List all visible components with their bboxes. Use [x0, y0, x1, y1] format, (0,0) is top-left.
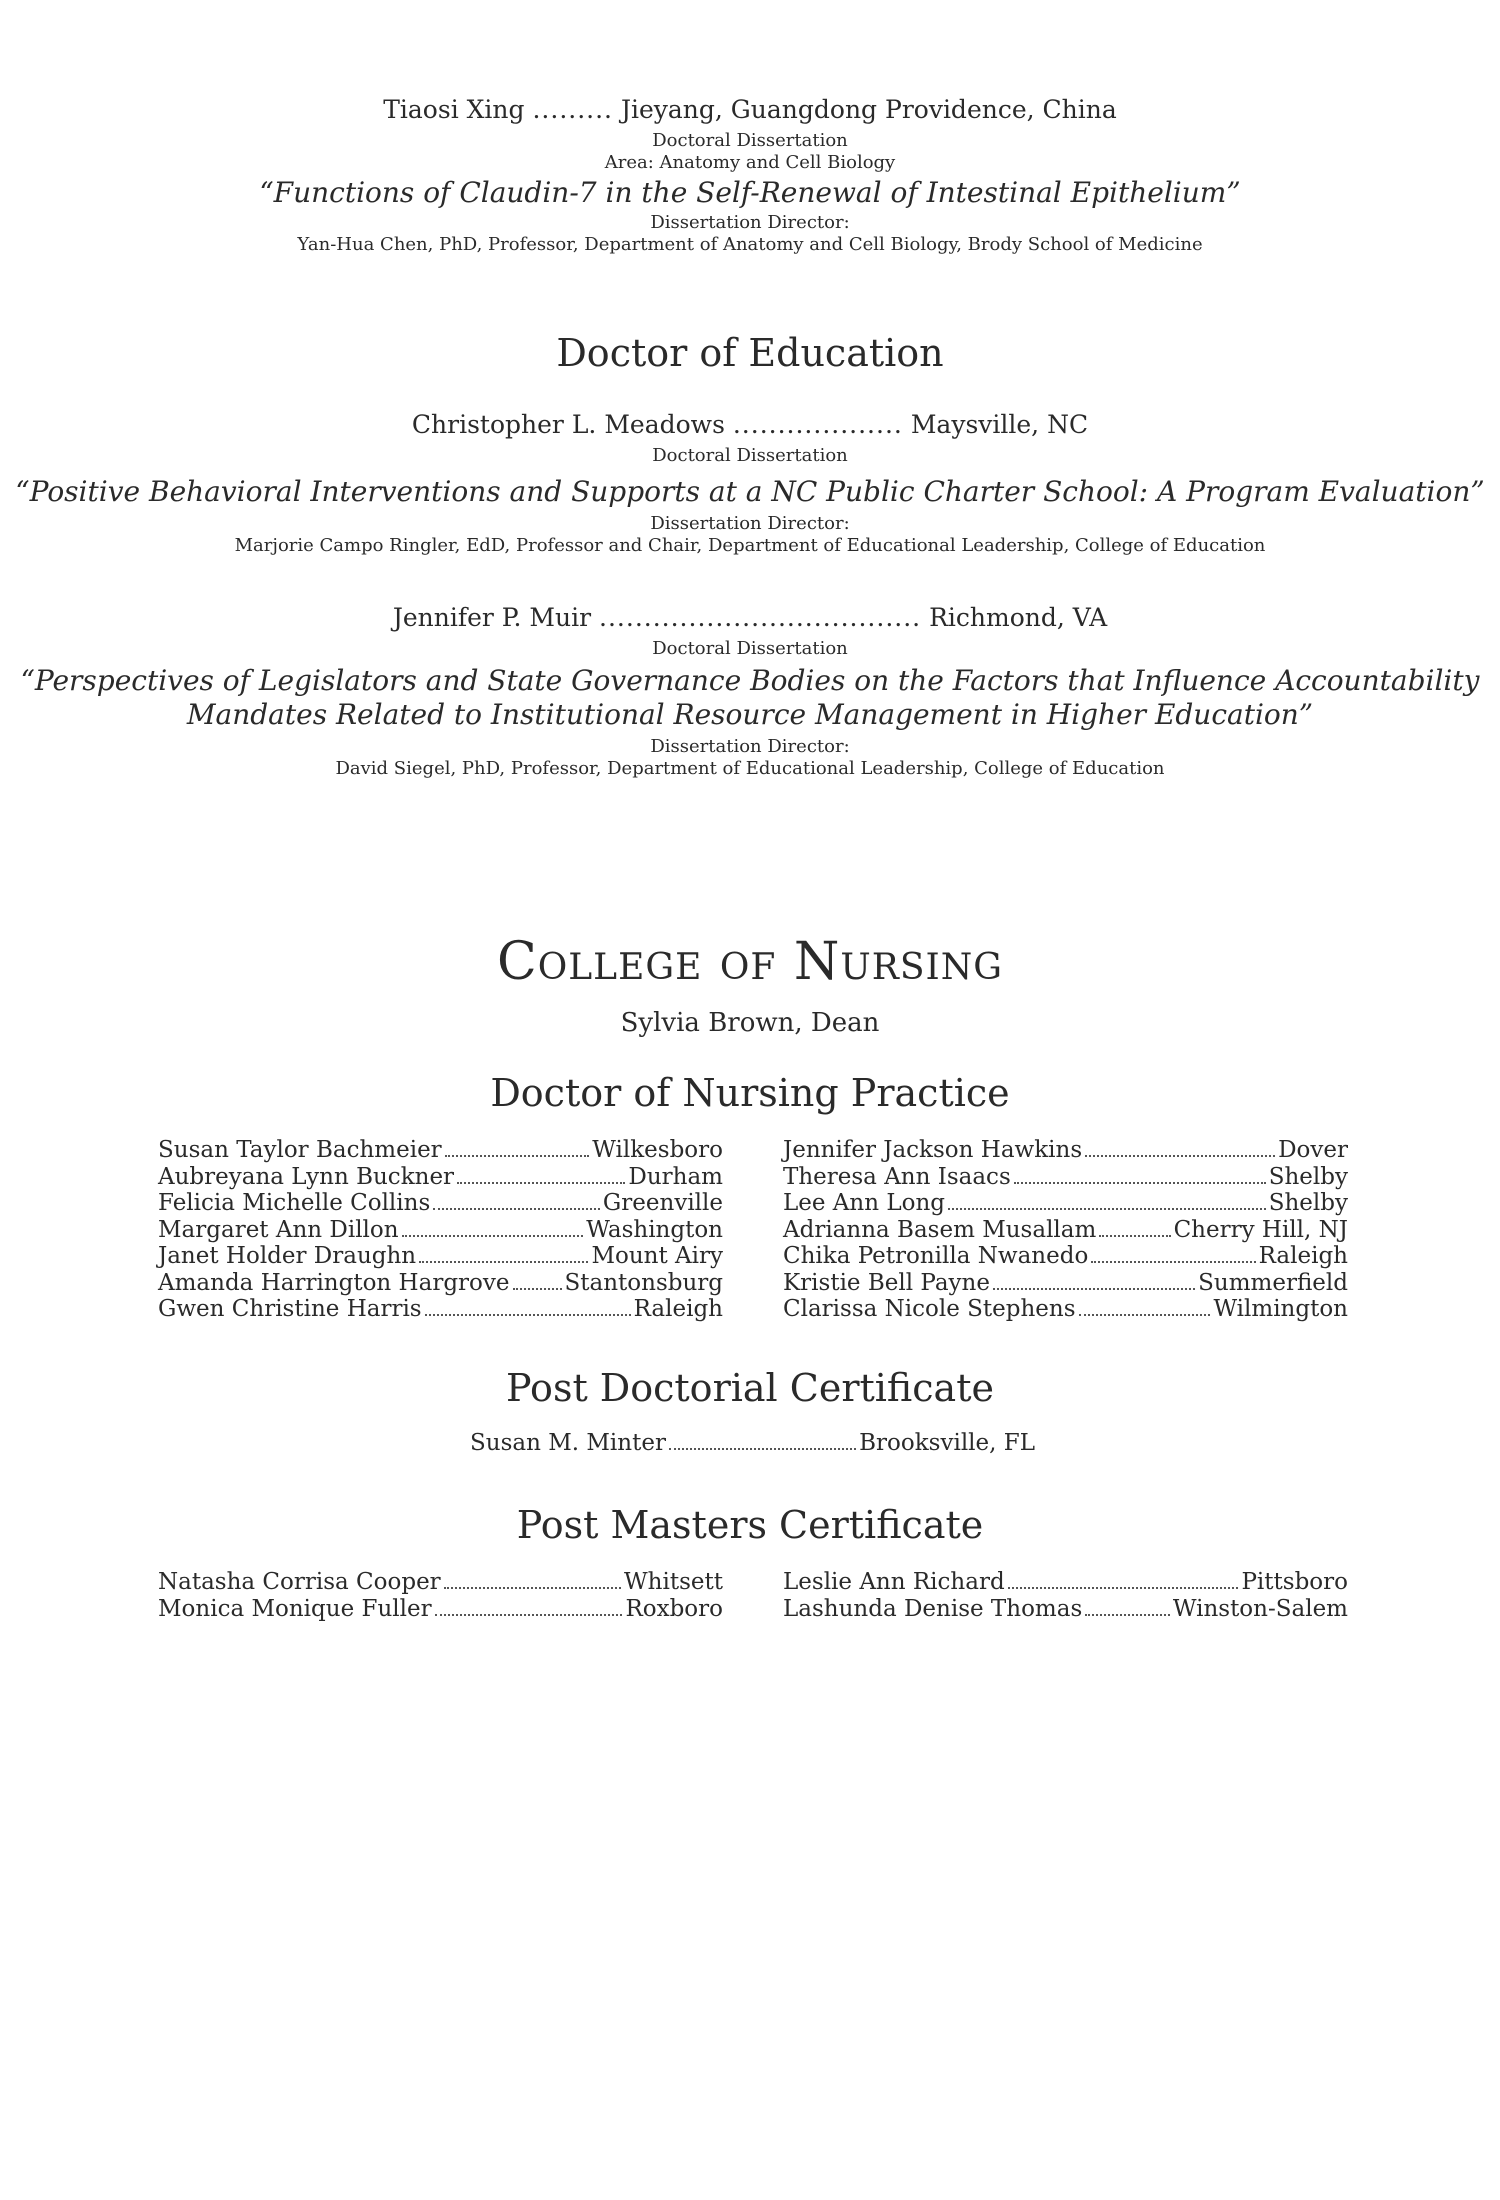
hometown: Winston-Salem [1172, 1595, 1348, 1622]
list-item [158, 1164, 723, 1191]
hometown: Mount Airy [591, 1243, 723, 1269]
graduate-name: Jennifer P. Muir [392, 603, 592, 632]
leader-dots: ................... [732, 410, 903, 439]
hometown: Cherry Hill, NJ [1173, 1216, 1348, 1243]
leader-dots [1085, 1155, 1275, 1157]
dnp-list-right [783, 1137, 1348, 1323]
graduate-name: Lashunda Denise Thomas [783, 1595, 1083, 1622]
degree-type: Doctoral Dissertation [652, 130, 848, 151]
leader-dots [433, 1208, 600, 1210]
leader-dots [419, 1261, 588, 1263]
graduate-line [0, 410, 1500, 440]
leader-dots [993, 1288, 1195, 1290]
section-heading-dnp: Doctor of Nursing Practice [490, 1071, 1010, 1115]
list-item [158, 1190, 723, 1217]
graduate-name: Amanda Harrington Hargrove [158, 1269, 510, 1296]
hometown: Roxboro [625, 1595, 723, 1622]
area-line: Area: Anatomy and Cell Biology [604, 152, 896, 173]
post-masters-list-right [783, 1569, 1348, 1622]
dean-line: Sylvia Brown, Dean [620, 1008, 880, 1038]
post-doc-list [470, 1430, 1035, 1457]
graduate-name: Natasha Corrisa Cooper [158, 1569, 441, 1595]
hometown: Stantonsburg [564, 1269, 723, 1296]
hometown: Durham [628, 1163, 723, 1190]
dissertation-title-line-2: Mandates Related to Institutional Resource Management in Higher Education” [186, 698, 1314, 731]
leader-dots [445, 1155, 590, 1157]
post-masters-list-left [158, 1569, 723, 1622]
list-item [783, 1137, 1348, 1164]
college-heading: College of Nursing [496, 932, 1004, 992]
leader-dots [425, 1314, 631, 1316]
degree-type: Doctoral Dissertation [652, 445, 848, 466]
graduate-name: Jennifer Jackson Hawkins [783, 1137, 1083, 1163]
section-heading-edd: Doctor of Education [556, 331, 944, 375]
graduate-name: Clarissa Nicole Stephens [783, 1296, 1076, 1322]
degree-type: Doctoral Dissertation [652, 638, 848, 659]
graduate-name: Monica Monique Fuller [158, 1595, 432, 1622]
list-item [158, 1596, 723, 1623]
graduate-name: Aubreyana Lynn Buckner [158, 1163, 455, 1190]
hometown: Shelby [1268, 1190, 1348, 1216]
graduate-name: Susan M. Minter [470, 1430, 666, 1456]
edd-entry-1 [0, 410, 1500, 557]
leader-dots [1008, 1587, 1239, 1589]
graduate-line [0, 603, 1500, 633]
list-item [783, 1217, 1348, 1244]
hometown: Dover [1278, 1137, 1348, 1163]
graduate-name: Christopher L. Meadows [411, 410, 725, 439]
hometown: Shelby [1268, 1163, 1348, 1190]
hometown: Wilkesboro [592, 1137, 723, 1163]
graduate-line [0, 95, 1500, 125]
hometown: Greenville [602, 1190, 723, 1216]
dissertation-title: “Positive Behavioral Interventions and Supports at a NC Public Charter School: A Program Evaluation” [15, 475, 1485, 508]
list-item [158, 1137, 723, 1164]
list-item [783, 1164, 1348, 1191]
graduate-name: Susan Taylor Bachmeier [158, 1137, 442, 1163]
dnp-list-left [158, 1137, 723, 1323]
list-item [783, 1270, 1348, 1297]
list-item [470, 1430, 1035, 1457]
leader-dots: .................................... [599, 603, 922, 632]
hometown: Maysville, NC [910, 410, 1089, 439]
hometown: Washington [586, 1216, 723, 1243]
list-item [783, 1296, 1348, 1323]
director-label: Dissertation Director: [650, 513, 850, 534]
graduate-name: Margaret Ann Dillon [158, 1216, 399, 1243]
director-label: Dissertation Director: [650, 212, 850, 233]
leader-dots [1085, 1614, 1170, 1616]
leader-dots [948, 1208, 1266, 1210]
dissertation-title: “Functions of Claudin-7 in the Self-Renewal of Intestinal Epithelium” [259, 176, 1241, 209]
list-item [158, 1569, 723, 1596]
graduate-name: Janet Holder Draughn [158, 1243, 417, 1269]
director-name: Yan-Hua Chen, PhD, Professor, Department of Anatomy and Cell Biology, Brody School of Medicine [297, 234, 1203, 255]
section-heading-post-doc: Post Doctorial Certificate [506, 1366, 994, 1410]
list-item [783, 1569, 1348, 1596]
director-name: Marjorie Campo Ringler, EdD, Professor and Chair, Department of Educational Leadership, College of Education [234, 535, 1266, 556]
hometown: Brooksville, FL [859, 1430, 1035, 1456]
section-heading-post-masters: Post Masters Certificate [516, 1503, 984, 1547]
list-item [158, 1296, 723, 1323]
leader-dots [435, 1614, 623, 1616]
director-label: Dissertation Director: [650, 736, 850, 757]
graduate-name: Adrianna Basem Musallam [783, 1216, 1097, 1243]
dissertation-title-line-1: “Perspectives of Legislators and State Governance Bodies on the Factors that Influence Accountability [20, 664, 1480, 697]
leader-dots [513, 1288, 562, 1290]
director-name: David Siegel, PhD, Professor, Department of Educational Leadership, College of Education [335, 758, 1165, 779]
hometown: Wilmington [1213, 1296, 1348, 1322]
graduate-name: Felicia Michelle Collins [158, 1190, 431, 1216]
hometown: Pittsboro [1241, 1569, 1348, 1595]
phd-entry [0, 95, 1500, 256]
edd-entry-2 [0, 603, 1500, 780]
graduate-name: Kristie Bell Payne [783, 1269, 990, 1296]
list-item [783, 1596, 1348, 1623]
graduate-name: Theresa Ann Isaacs [783, 1163, 1011, 1190]
hometown: Raleigh [1258, 1243, 1348, 1269]
graduate-name: Leslie Ann Richard [783, 1569, 1005, 1595]
leader-dots [457, 1182, 625, 1184]
leader-dots [1091, 1261, 1255, 1263]
hometown: Summerfield [1198, 1269, 1348, 1296]
leader-dots: ......... [532, 95, 614, 124]
list-item [158, 1243, 723, 1270]
list-item [783, 1243, 1348, 1270]
graduate-name: Tiaosi Xing [383, 95, 525, 124]
leader-dots [444, 1587, 621, 1589]
hometown: Whitsett [624, 1569, 723, 1595]
list-item [783, 1190, 1348, 1217]
graduate-name: Gwen Christine Harris [158, 1296, 422, 1322]
hometown: Jieyang, Guangdong Providence, China [620, 95, 1117, 124]
leader-dots [1079, 1314, 1211, 1316]
leader-dots [669, 1448, 856, 1450]
hometown: Raleigh [633, 1296, 723, 1322]
list-item [158, 1270, 723, 1297]
leader-dots [1014, 1182, 1266, 1184]
graduate-name: Lee Ann Long [783, 1190, 946, 1216]
leader-dots [1099, 1235, 1170, 1237]
hometown: Richmond, VA [929, 603, 1108, 632]
leader-dots [402, 1235, 584, 1237]
graduate-name: Chika Petronilla Nwanedo [783, 1243, 1089, 1269]
list-item [158, 1217, 723, 1244]
